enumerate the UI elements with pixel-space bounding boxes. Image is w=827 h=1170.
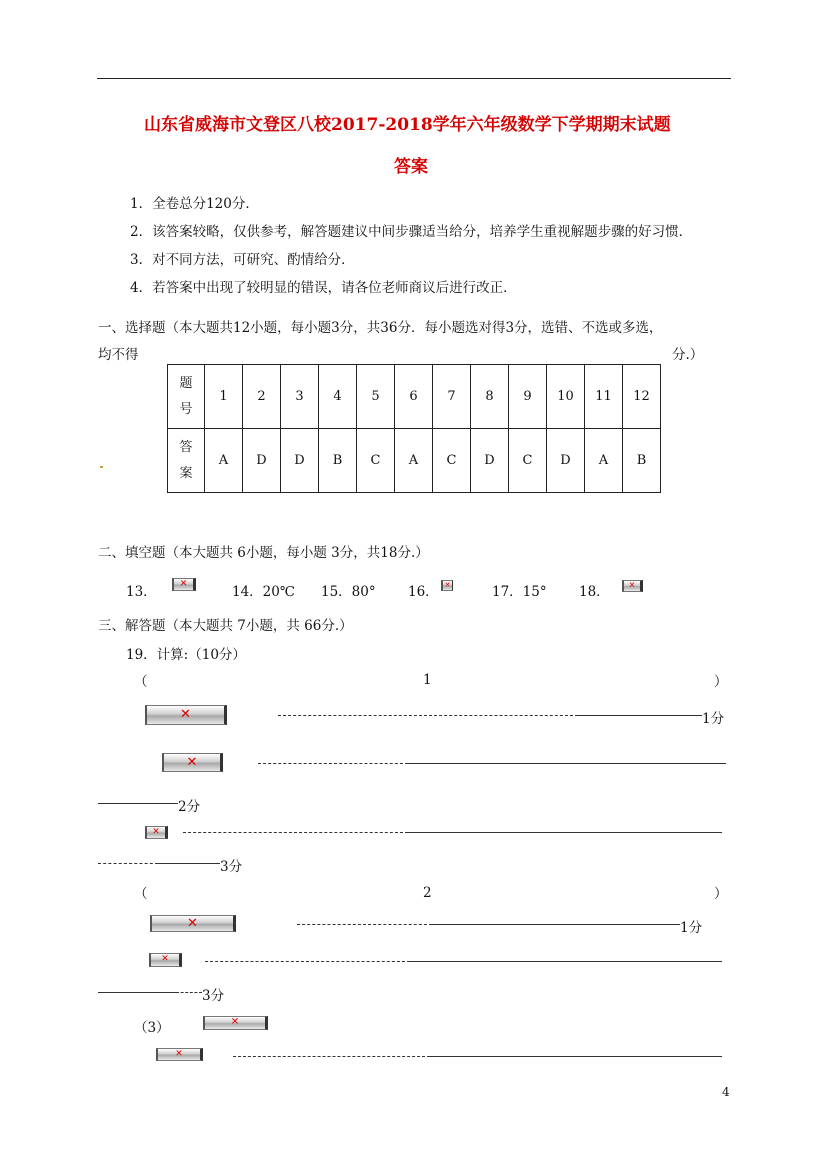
header-char: 号 <box>179 401 193 417</box>
table-header-cell <box>168 429 205 493</box>
broken-image-icon: ✕ <box>145 705 227 725</box>
broken-image-icon: ✕ <box>172 578 196 591</box>
broken-image-icon: ✕ <box>622 580 643 592</box>
answer-cell: D <box>471 429 509 493</box>
score-2: 2分 <box>178 799 201 815</box>
broken-image-icon: ✕ <box>162 753 223 772</box>
question-number: 12 <box>623 365 661 429</box>
solid-leader <box>408 832 722 833</box>
note-2: 2．该答案较略，仅供参考，解答题建议中间步骤适当给分，培养学生重视解题步骤的好习惯． <box>130 224 693 240</box>
page-subtitle: 答案 <box>394 157 428 177</box>
solid-leader <box>410 961 722 962</box>
dash-leader <box>297 924 432 925</box>
question-number: 2 <box>243 365 281 429</box>
answer-table <box>167 364 661 493</box>
dash-leader <box>176 992 202 993</box>
broken-image-icon: ✕ <box>156 1048 203 1061</box>
broken-image-icon: ✕ <box>145 826 168 839</box>
part2-close-paren: ） <box>714 886 728 902</box>
question-number: 5 <box>357 365 395 429</box>
score-4: 1分 <box>680 920 703 936</box>
stray-mark <box>100 466 103 468</box>
broken-image-icon: ✕ <box>203 1016 268 1030</box>
answer-cell: C <box>509 429 547 493</box>
question-number: 7 <box>433 365 471 429</box>
section1-heading: 一、选择题（本大题共12小题，每小题3分，共36分．每小题选对得3分，选错、不选或多选， <box>98 320 663 336</box>
q18-label: 18． <box>579 584 610 600</box>
q15-answer: 15．80° <box>321 584 376 600</box>
question-number: 6 <box>395 365 433 429</box>
solid-leader <box>408 763 726 764</box>
q19-heading: 19．计算:（10分） <box>126 647 246 663</box>
note-3: 3．对不同方法，可研究、酌情给分． <box>130 252 355 268</box>
solid-leader <box>432 924 680 925</box>
section1-heading-cont: 均不得 <box>98 347 139 363</box>
section3-heading: 三、解答题（本大题共 7小题，共 66分.） <box>98 618 353 634</box>
solid-leader <box>578 715 702 716</box>
answer-cell: B <box>623 429 661 493</box>
question-number: 3 <box>281 365 319 429</box>
note-4: 4．若答案中出现了较明显的错误，请各位老师商议后进行改正． <box>130 280 517 296</box>
header-char: 题 <box>179 375 193 391</box>
question-number: 1 <box>205 365 243 429</box>
page-number: 4 <box>722 1085 730 1099</box>
dash-leader <box>98 863 158 864</box>
answer-cell: A <box>205 429 243 493</box>
dash-leader <box>233 1056 430 1057</box>
score-5: 3分 <box>202 988 225 1004</box>
part1-close-paren: ） <box>714 674 728 690</box>
part1-number: 1 <box>423 672 432 688</box>
answer-cell: D <box>243 429 281 493</box>
section2-heading: 二、填空题（本大题共 6小题，每小题 3分，共18分.） <box>98 545 429 561</box>
broken-image-icon: ✕ <box>441 580 453 591</box>
solid-leader <box>430 1056 722 1057</box>
solid-leader <box>158 863 220 864</box>
score-1: 1分 <box>702 711 725 727</box>
answer-cell: D <box>547 429 585 493</box>
dash-leader <box>278 715 578 716</box>
answer-cell: A <box>585 429 623 493</box>
question-number: 8 <box>471 365 509 429</box>
page-title: 山东省威海市文登区八校2017-2018学年六年级数学下学期期末试题 <box>144 115 671 135</box>
table-header-cell <box>168 365 205 429</box>
q17-answer: 17．15° <box>492 584 547 600</box>
table-row-numbers <box>168 365 661 429</box>
question-number: 9 <box>509 365 547 429</box>
q14-answer: 14．20℃ <box>232 584 295 600</box>
question-number: 4 <box>319 365 357 429</box>
solid-leader <box>98 992 176 993</box>
part2-open-paren: （ <box>134 886 148 902</box>
dash-leader <box>183 832 408 833</box>
broken-image-icon: ✕ <box>149 953 182 967</box>
table-row-answers <box>168 429 661 493</box>
q13-label: 13． <box>126 584 157 600</box>
question-number: 10 <box>547 365 585 429</box>
answer-cell: C <box>357 429 395 493</box>
header-char: 案 <box>179 465 193 481</box>
score-3: 3分 <box>220 859 243 875</box>
dash-leader <box>258 763 408 764</box>
section1-heading-end: 分.） <box>672 347 704 363</box>
note-1: 1．全卷总分120分． <box>130 196 259 212</box>
header-char: 答 <box>179 439 193 455</box>
solid-leader <box>98 803 178 804</box>
dash-leader <box>205 961 410 962</box>
answer-cell: A <box>395 429 433 493</box>
question-number: 11 <box>585 365 623 429</box>
q16-label: 16． <box>408 584 439 600</box>
header-rule <box>97 78 731 79</box>
answer-cell: C <box>433 429 471 493</box>
answer-cell: B <box>319 429 357 493</box>
part2-number: 2 <box>423 885 432 901</box>
part1-open-paren: （ <box>134 674 148 690</box>
answer-cell: D <box>281 429 319 493</box>
part3-label: （3） <box>134 1020 170 1036</box>
broken-image-icon: ✕ <box>150 915 236 932</box>
